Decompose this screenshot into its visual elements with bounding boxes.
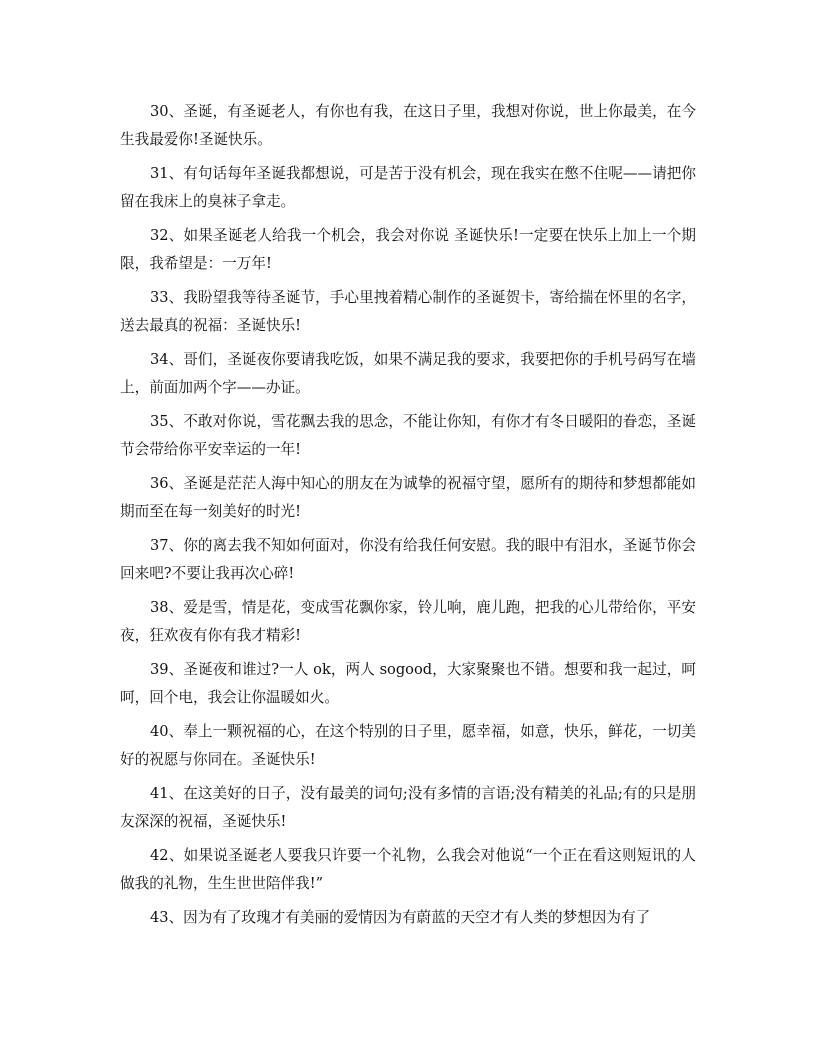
paragraph-30: 30、圣诞，有圣诞老人，有你也有我，在这日子里，我想对你说，世上你最美，在今生我最爱你!圣诞快乐。 [120, 103, 696, 148]
paragraph-41: 41、在这美好的日子，没有最美的词句;没有多情的言语;没有精美的礼品;有的只是朋友深深的祝福，圣诞快乐! [120, 785, 696, 830]
document-body [120, 98, 696, 938]
paragraph-37: 37、你的离去我不知如何面对，你没有给我任何安慰。我的眼中有泪水，圣诞节你会回来吧?不要让我再次心碎! [120, 537, 696, 582]
paragraph-39: 39、圣诞夜和谁过?一人 ok，两人 sogood，大家聚聚也不错。想要和我一起过，呵呵，回个电，我会让你温暖如火。 [120, 661, 696, 706]
paragraph-33: 33、我盼望我等待圣诞节，手心里拽着精心制作的圣诞贺卡，寄给揣在怀里的名字，送去最真的祝福：圣诞快乐! [120, 289, 696, 334]
paragraph-43: 43、因为有了玫瑰才有美丽的爱情因为有蔚蓝的天空才有人类的梦想因为有了 [150, 909, 651, 926]
paragraph-34: 34、哥们，圣诞夜你要请我吃饭，如果不满足我的要求，我要把你的手机号码写在墙上，前面加两个字——办证。 [120, 351, 696, 396]
paragraph-36: 36、圣诞是茫茫人海中知心的朋友在为诚挚的祝福守望，愿所有的期待和梦想都能如期而至在每一刻美好的时光! [120, 475, 696, 520]
paragraph-32: 32、如果圣诞老人给我一个机会，我会对你说 圣诞快乐!一定要在快乐上加上一个期限，我希望是：一万年! [120, 227, 696, 272]
paragraph-40: 40、奉上一颗祝福的心，在这个特别的日子里，愿幸福，如意，快乐，鲜花，一切美好的祝愿与你同在。圣诞快乐! [120, 723, 696, 768]
paragraph-31: 31、有句话每年圣诞我都想说，可是苦于没有机会，现在我实在憋不住呢——请把你留在我床上的臭袜子拿走。 [120, 165, 696, 210]
paragraph-42: 42、如果说圣诞老人要我只许要一个礼物，么我会对他说“一个正在看这则短讯的人做我的礼物，生生世世陪伴我!” [120, 847, 696, 892]
paragraph-35: 35、不敢对你说，雪花飘去我的思念，不能让你知，有你才有冬日暖阳的眷恋，圣诞节会带给你平安幸运的一年! [120, 413, 696, 458]
paragraph-38: 38、爱是雪，情是花，变成雪花飘你家，铃儿响，鹿儿跑，把我的心儿带给你，平安夜，狂欢夜有你有我才精彩! [120, 599, 696, 644]
